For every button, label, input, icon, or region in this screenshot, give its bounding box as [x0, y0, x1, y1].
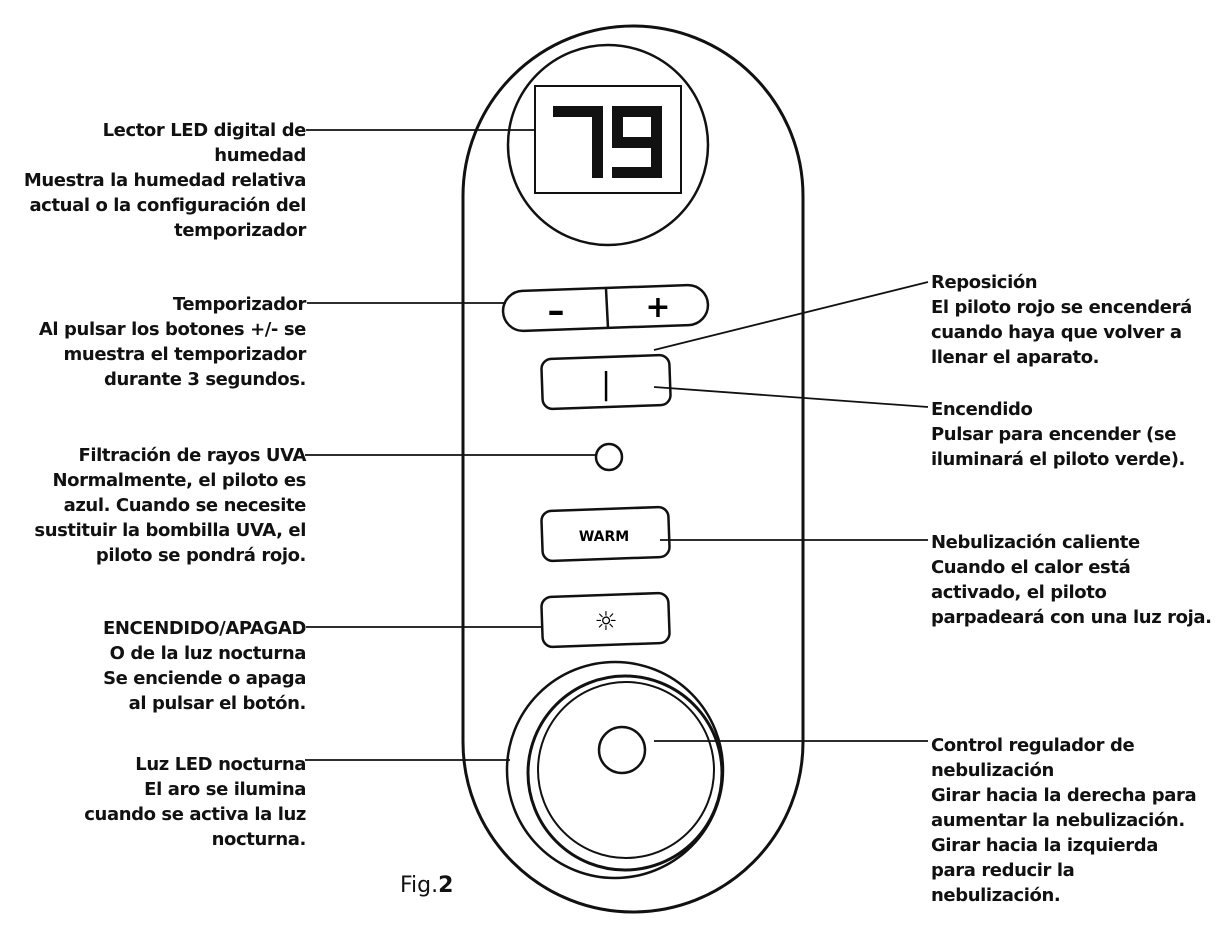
panel-outline: [463, 26, 803, 912]
mist-control-dial[interactable]: [507, 662, 723, 878]
figure-caption-prefix: Fig.: [400, 873, 439, 898]
label-refill: Reposición El piloto rojo se encenderá cuando haya que volver a llenar el aparato.: [931, 272, 1192, 368]
display-digits: [553, 106, 662, 178]
sun-icon: ☼: [594, 607, 618, 637]
label-uv-filter: Filtración de rayos UVA Normalmente, el piloto es azul. Cuando se necesite sustituir la bombilla UVA, el piloto se pondrá rojo.: [34, 445, 306, 566]
display-bezel: [508, 45, 708, 245]
label-warm-mist: Nebulización caliente Cuando el calor está activado, el piloto parpadeará con una luz roja.: [931, 532, 1212, 628]
timer-minus-button[interactable]: –: [547, 291, 565, 331]
display-value-text: 79: [607, 140, 609, 141]
figure-caption-number: 2: [438, 873, 454, 898]
timer-plus-button[interactable]: +: [645, 290, 671, 325]
timer-buttons[interactable]: [502, 284, 708, 331]
label-mist-control: Control regulador de nebulización Girar hacia la derecha para aumentar la nebulización. Girar hacia la izquierda para reducir la nebulización.: [931, 735, 1197, 906]
uv-indicator-light: [596, 444, 622, 470]
warm-button[interactable]: [541, 507, 670, 561]
power-button-symbol: |: [600, 367, 612, 402]
label-led-night-light: Luz LED nocturna El aro se ilumina cuando se activa la luz nocturna.: [84, 754, 306, 850]
label-timer: Temporizador Al pulsar los botones +/- se muestra el temporizador durante 3 segundos.: [38, 294, 306, 390]
label-night-light-toggle: ENCENDIDO/APAGAD O de la luz nocturna Se enciende o apaga al pulsar el botón.: [102, 618, 306, 714]
warm-button-label: WARM: [578, 529, 630, 545]
label-power: Encendido Pulsar para encender (se iluminará el piloto verde).: [931, 399, 1185, 470]
label-humidity-reader: Lector LED digital de humedad Muestra la humedad relativa actual o la configuración del temporizador: [23, 120, 306, 241]
dial-knob[interactable]: [599, 727, 645, 773]
figure-caption: [400, 873, 453, 898]
power-button[interactable]: [541, 355, 671, 409]
humidity-display: [508, 45, 708, 245]
night-light-button[interactable]: [541, 593, 670, 647]
